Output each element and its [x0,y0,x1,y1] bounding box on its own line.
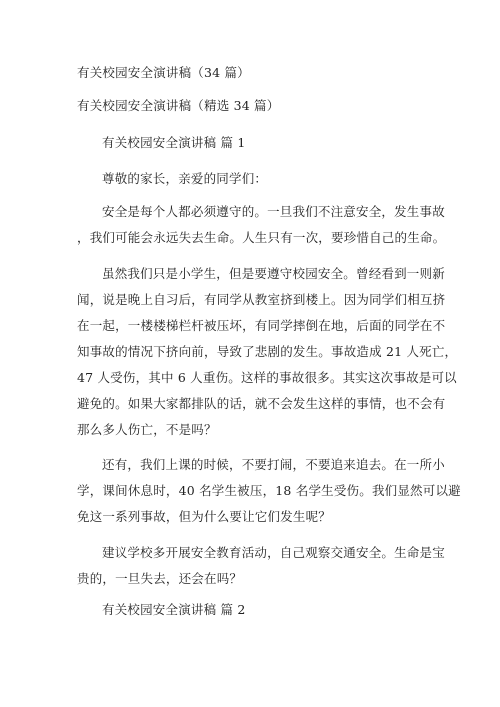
paragraph-line: 虽然我们只是小学生，但是要遵守校园安全。曾经看到一则新 [102,266,445,281]
section-heading-2: 有关校园安全演讲稿 篇 2 [102,602,246,617]
paragraph-line: 闻，说是晚上自习后，有同学从教室挤到楼上。因为同学们相互挤 [77,292,446,307]
paragraph-4 [77,540,445,592]
paragraph-line: 学，课间休息时，40 名学生被压，18 名学生受伤。我们显然可以避 [77,483,461,498]
paragraph-line: 47 人受伤，其中 6 人重伤。这样的事故很多。其实这次事故是可以 [77,370,457,385]
paragraph-line: 建议学校多开展安全教育活动，自己观察交通安全。生命是宝 [102,545,445,560]
section-heading-1: 有关校园安全演讲稿 篇 1 [102,135,246,150]
paragraph-line: 在一起，一楼楼梯栏杆被压坏，有同学摔倒在地，后面的同学在不 [77,318,446,333]
paragraph-line: 知事故的情况下挤向前，导致了悲剧的发生。事故造成 21 人死亡， [77,344,458,359]
paragraph-line: ，我们可能会永远失去生命。人生只有一次，要珍惜自己的生命。 [77,230,446,245]
document-title: 有关校园安全演讲稿（34 篇） [77,65,250,80]
paragraph-line: 避免的。如果大家都排队的话，就不会发生这样的事情，也不会有 [77,396,446,411]
paragraph-line: 还有，我们上课的时候，不要打闹，不要追来追去。在一所小 [102,457,445,472]
paragraph-3 [77,452,461,530]
document-subtitle: 有关校园安全演讲稿（精选 34 篇） [77,98,280,113]
paragraph-line: 贵的，一旦失去，还会在吗？ [77,571,243,586]
paragraph-line: 那么多人伤亡，不是吗？ [77,422,217,437]
greeting: 尊敬的家长，亲爱的同学们： [102,171,268,186]
paragraph-line: 安全是每个人都必须遵守的。一旦我们不注意安全，发生事故 [102,204,445,219]
paragraph-1 [77,199,446,251]
paragraph-2 [77,261,458,443]
paragraph-line: 免这一系列事故，但为什么要让它们发生呢？ [77,509,332,524]
